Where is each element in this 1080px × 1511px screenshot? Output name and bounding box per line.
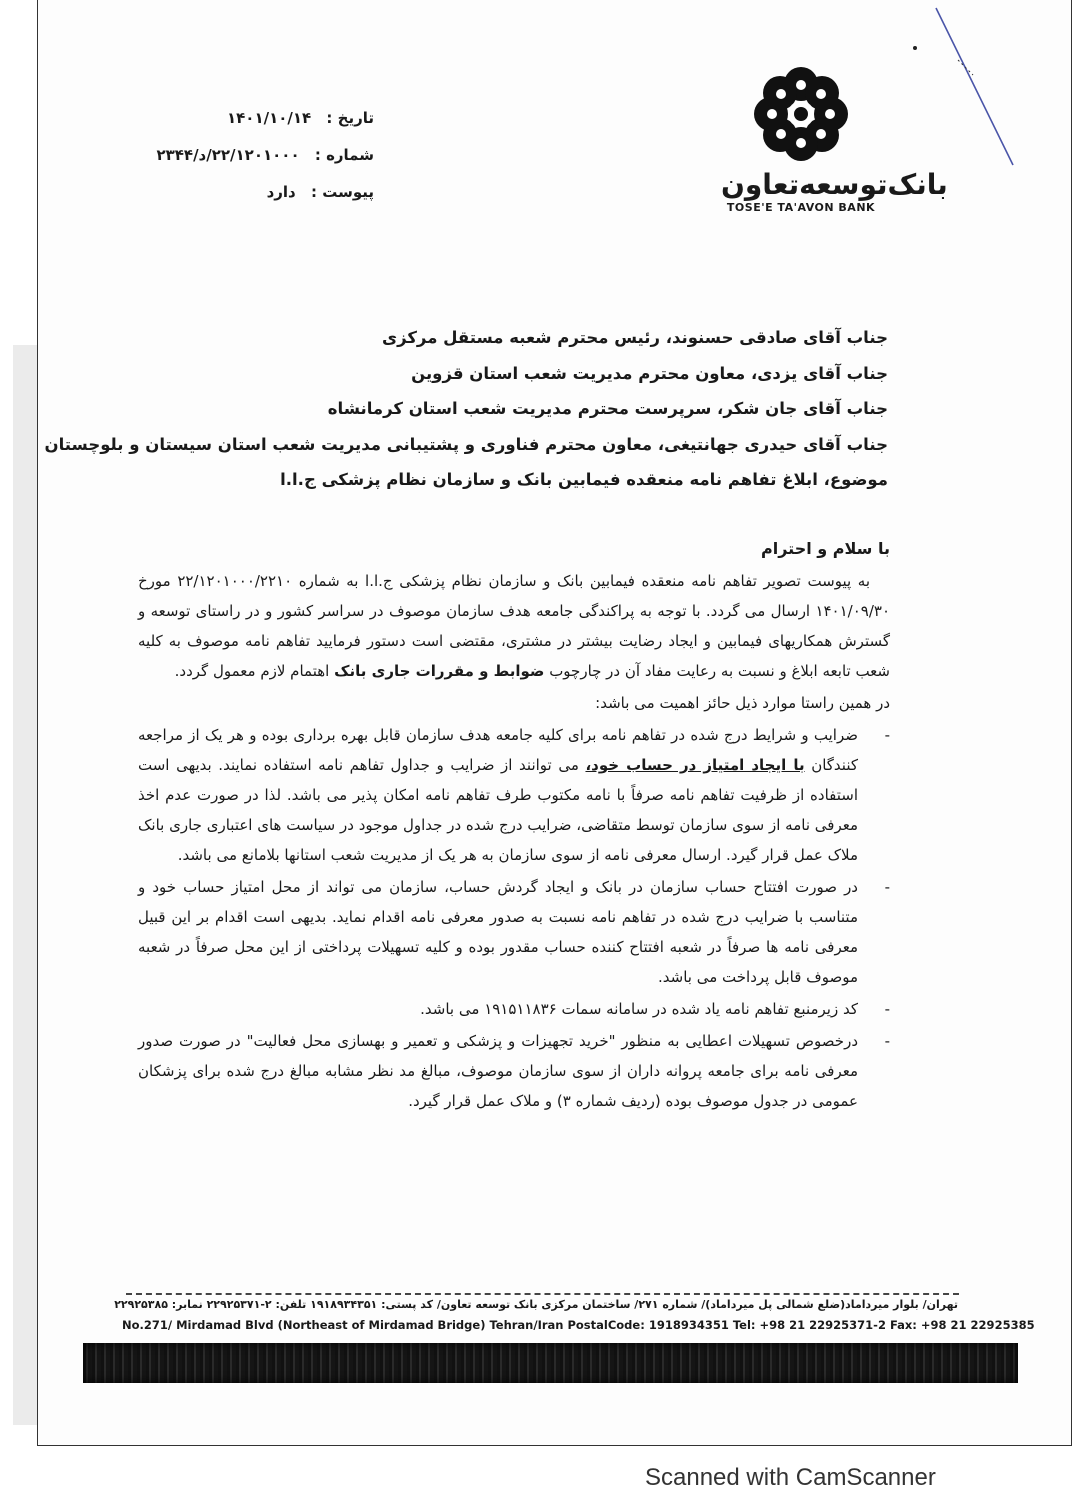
subject-line: موضوع، ابلاغ تفاهم نامه منعقده فیمابین بانک و سازمان نظام پزشکی ج.ا.ا: [280, 470, 888, 489]
scan-dark-band: [83, 1343, 1018, 1383]
bank-logo: [721, 62, 948, 214]
date-row: [158, 100, 374, 137]
points-intro: در همین راستا موارد ذیل حائز اهمیت می باشد:: [595, 694, 890, 712]
letter-body: [138, 534, 890, 1118]
intro-text-b: اهتمام لازم معمول گردد.: [174, 662, 330, 680]
point-1-text-b: می توانند از ضرایب و جداول تفاهم نامه استفاده نمایند. بدیهی است استفاده از ظرفیت تفاهم نامه صرفاً با نامه مکتوب طرف تفاهم نامه امکان پذیر می باشد. لذا در صورت عدم اخذ معرفی نامه از سوی سازمان توسط متقاضی، ضرایب درج شده در جداول موجود در سیاست های اعتباری جاری بانک ملاک عمل قرار گیرد. ارسال معرفی نامه از سوی سازمان به هر یک از مدیریت شعب استانها بلامانع می باشد.: [138, 756, 858, 864]
flower-logo-icon: [749, 62, 853, 166]
list-item: [138, 994, 890, 1024]
date-value: ۱۴۰۱/۱۰/۱۴: [226, 109, 312, 127]
footer-address-fa: تهران/ بلوار میرداماد(ضلع شمالی پل میرداماد)/ شماره ۲۷۱/ ساختمان مرکزی بانک توسعه تعاون/ کد پستی: ۱۹۱۸۹۳۴۳۵۱ تلفن: ۲-۲۲۹۲۵۳۷۱ نمابر: ۲۲۹۲۵۳۸۵: [114, 1298, 958, 1311]
list-item: [138, 872, 890, 992]
bank-name-en: TOSE'E TA'AVON BANK: [726, 201, 876, 214]
attachment-row: [158, 174, 374, 211]
attachment-value: دارد: [266, 183, 296, 201]
list-item: [138, 1026, 890, 1116]
recipient-line: جناب آقای یزدی، معاون محترم مدیریت شعب استان قزوین: [411, 363, 888, 383]
recipient-line: جناب آقای صادقی حسنوند، رئیس محترم شعبه مستقل مرکزی: [381, 328, 888, 347]
bank-name-fa: بانک‌توسعه‌تعاون: [721, 168, 948, 201]
point-2-text: در صورت افتتاح حساب سازمان در بانک و ایجاد گردش حساب، سازمان می تواند از محل امتیاز حساب خود و متناسب با ضرایب درج شده در تفاهم نامه نسبت به صدور معرفی نامه اقدام نماید. بدیهی است اقدام بر این قبیل معرفی نامه ها صرفاً در شعبه افتتاح کننده حساب مقدور بوده و کلیه تسهیلات پرداختی از این محل صرفاً در شعبه موصوف قابل پرداخت می باشد.: [138, 878, 858, 986]
recipient-line: جناب آقای حیدری جهانتیغی، معاون محترم فناوری و پشتیبانی مدیریت شعب استان سیستان و بلوچستان: [44, 434, 888, 454]
scanned-letter-page: [37, 0, 1072, 1446]
point-4-text: درخصوص تسهیلات اعطایی به منظور "خرید تجهیزات و پزشکی و تعمیر و بهسازی محل فعالیت" در صورت صدور معرفی نامه برای جامعه پروانه داران از سوی سازمان موصوف، مبالغ مد نظر مشابه مبالغ درج شده برای پزشکان عمومی در جدول موصوف بوده (ردیف شماره ۳) و ملاک عمل قرار گیرد.: [138, 1032, 858, 1110]
bullet-dash: -: [884, 1000, 890, 1018]
recipients-block: [44, 320, 888, 498]
number-row: [158, 137, 374, 174]
date-label: تاریخ :: [326, 109, 374, 127]
recipient-line: جناب آقای جان شکر، سرپرست محترم مدیریت شعب استان کرمانشاه: [327, 399, 888, 418]
footer-address-en: No.271/ Mirdamad Blvd (Northeast of Mirdamad Bridge) Tehran/Iran PostalCode: 1918934351 Tel: +98 21 22925371-2 Fax: +98 21 22925385: [122, 1318, 1035, 1332]
number-label: شماره :: [314, 146, 374, 164]
camscanner-watermark: Scanned with CamScanner: [645, 1464, 936, 1491]
points-list: [138, 720, 890, 1116]
bullet-dash: -: [884, 726, 890, 744]
intro-paragraph: [138, 566, 890, 686]
list-item: [138, 720, 890, 870]
point-3-text: کد زیرمنبع تفاهم نامه یاد شده در سامانه سمات ۱۹۱۵۱۱۸۳۶ می باشد.: [420, 1000, 858, 1018]
point-1-underlined: با ایجاد امتیاز در حساب خود،: [585, 756, 805, 774]
scan-shadow: [13, 345, 37, 1425]
greeting: با سلام و احترام: [761, 539, 890, 558]
intro-text-a: به پیوست تصویر تفاهم نامه منعقده فیمابین بانک و سازمان نظام پزشکی ج.ا.ا به شماره ۲۲/۱۲۰۱۰۰۰/۲۲۱۰ مورخ ۱۴۰۱/۰۹/۳۰ ارسال می گردد. با توجه به پراکندگی جامعه هدف سازمان موصوف در سراسر کشور و در راستای توسعه و گسترش همکاریهای فیمابین و ایجاد رضایت بیشتر در مشتری، مقتضی است دستور فرمایید تفاهم نامه موصوف به کلیه شعب تابعه ابلاغ و نسبت به رعایت مفاد آن در چارچوب: [138, 572, 890, 680]
footer-divider: [126, 1293, 959, 1295]
intro-text-bold: ضوابط و مقررات جاری بانک: [334, 662, 545, 680]
attachment-label: پیوست :: [310, 183, 374, 201]
bullet-dash: -: [884, 878, 890, 896]
number-value: ۲۲/۱۲۰۱۰۰۰/د/۲۳۴۴: [156, 146, 300, 164]
bullet-dash: -: [884, 1032, 890, 1050]
letter-meta: [158, 100, 374, 211]
point-1-text-a: ضرایب و شرایط درج شده در تفاهم نامه برای کلیه جامعه هدف سازمان قابل بهره برداری بوده و هر یک از مراجعه کنندگان: [138, 726, 858, 774]
